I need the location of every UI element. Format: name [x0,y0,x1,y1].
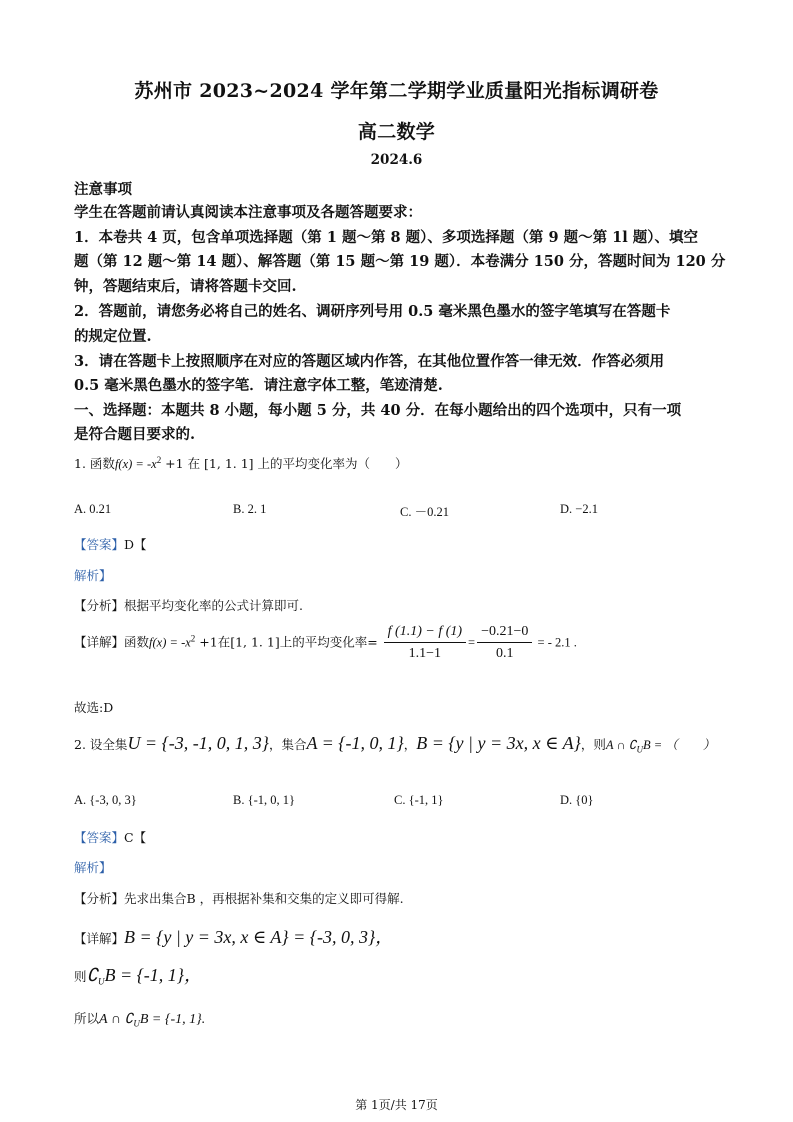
notice-item-2-line2: 的规定位置. [74,328,152,345]
detail-result: = - 2.1 . [534,635,577,650]
step-intersection [74,1009,205,1029]
exponent: 2 [156,454,162,465]
option-d: D. {0} [560,793,594,807]
stem-text-a: 设全集 [89,737,128,752]
option-a: A. 0.21 [74,502,112,516]
detail-pre: 函数 [124,634,150,650]
detail-label: 【详解】 [74,931,125,946]
notice-item-1-line2: 题（第 12 题～第 14 题）、解答题（第 15 题～第 19 题）．本卷满分 150 分，答题时间为 120 分 [74,253,726,270]
set-b: B = {y | y = 3x, x ∈ A} [416,733,581,753]
complement-subscript: U [636,744,643,755]
intersection-expression: A ∩ ∁ [99,1012,134,1027]
complement-result: B = {-1, 1}， [104,965,203,985]
set-a: A = {-1, 0, 1} [306,733,404,753]
notice-intro: 学生在答题前请认真阅读本注意事项及各题答题要求： [74,204,422,221]
page-number: 第 1页/共 17页 [355,1098,438,1112]
option-d: D. −2.1 [560,502,598,516]
detail-rhs: = -x [166,635,191,650]
fraction-2 [477,624,532,662]
analysis-label: 解析】 [74,860,112,875]
detail-line [74,923,393,949]
answer-value: C【 [124,830,147,845]
notice-item-2: 2．答题前，请您务必将自己的姓名、调研序列号用 0.5 毫米黑色墨水的签字笔填写在答题卡 [74,303,671,320]
question-number: 2. [74,737,86,752]
fenxi-text: 先求出集合B ，再根据补集和交集的定义即可得解. [124,891,404,906]
option-b: B. 2. 1 [233,502,267,516]
fraction-1 [384,624,466,662]
fenxi-line [74,889,404,907]
detail-exponent: 2 [190,633,196,644]
fenxi-label: 【分析】 [74,598,125,613]
section-heading-line2: 是符合题目要求的. [74,426,196,443]
set-u: U = {-3, -1, 0, 1, 3} [127,733,269,753]
option-c: C. {-1, 1} [394,793,444,807]
fenxi-text: 根据平均变化率的公式计算即可. [124,598,303,613]
notice-item-1-line3: 钟，答题结束后，请将答题卡交回. [74,278,297,295]
option-c: C. －0.21 [400,505,449,519]
question-2-stem [74,733,715,755]
detail-rest: +1在[1, 1. 1]上的平均变化率= [195,634,378,650]
choice-line: 故选:D [74,700,114,715]
intersection-result: B = {-1, 1}. [139,1012,206,1027]
detail-set: B = {y | y = 3x, x ∈ A} = {-3, 0, 3}， [124,927,394,947]
analysis-label: 解析】 [74,568,112,583]
stem-text: 函数 [89,456,115,471]
step-prefix: 所以 [74,1011,100,1026]
function-expression: f(x) [114,457,133,471]
answer-line [74,828,146,846]
complement-symbol: ∁ [86,965,98,985]
stem-text-b: ，集合 [268,737,307,752]
fraction-1-denominator: 1.1−1 [408,646,442,661]
option-b: B. {-1, 0, 1} [233,793,295,807]
question-1-stem [74,454,408,472]
question-number: 1. [74,456,86,471]
stem-text-end: +1 在 [1, 1. 1] 上的平均变化率为（ ） [161,456,408,471]
set-expression-end: B = （ ） [642,738,716,752]
answer-value: D【 [124,537,147,552]
page-subtitle: 高二数学 [357,121,436,143]
notice-heading: 注意事项 [74,181,132,198]
notice-item-3: 3．请在答题卡上按照顺序在对应的答题区域内作答，在其他位置作答一律无效．作答必须用 [74,353,665,370]
set-expression: A ∩ ∁ [605,738,637,752]
fenxi-label: 【分析】 [74,891,125,906]
step-prefix: 则 [74,969,87,984]
stem-text-c: ， [403,737,417,752]
function-rhs: = -x [132,457,157,471]
detail-function: f(x) [149,635,167,650]
notice-item-1: 1．本卷共 4 页，包含单项选择题（第 1 题～第 8 题）、多项选择题（第 9 题～第 1l 题）、填空 [74,229,699,246]
detail-label: 【详解】 [74,634,125,650]
answer-label: 【答案】 [74,830,125,845]
answer-label: 【答案】 [74,537,125,552]
fraction-2-numerator: −0.21−0 [477,624,532,643]
complement-subscript: U [133,1018,140,1029]
fraction-2-denominator: 0.1 [496,646,514,661]
step-complement [74,961,202,987]
detail-line: 【详解】函数$f(x) = -x^2 +1$在[1, 1. 1]上的平均变化率= $\frac{f (1.1) - f (1)}{1.1-1}$ = $\frac{-0.21-0}{0.1}$ = - 2.1 . [74,624,577,661]
complement-subscript: U [97,976,105,987]
answer-line [74,535,147,553]
section-heading: 一、选择题：本题共 8 小题，每小题 5 分，共 40 分．在每小题给出的四个选项中，只有一项 [74,402,682,419]
option-a: A. {-3, 0, 3} [74,793,137,807]
page-title: 苏州市 2023~2024 学年第二学期学业质量阳光指标调研卷 [134,80,659,102]
notice-item-3-line2: 0.5 毫米黑色墨水的签字笔．请注意字体工整，笔迹清楚. [74,377,443,394]
fenxi-line [74,596,303,614]
fraction-1-numerator: f (1.1) − f (1) [384,624,466,643]
stem-text-d: ，则 [580,737,606,752]
exam-date: 2024.6 [370,152,423,168]
